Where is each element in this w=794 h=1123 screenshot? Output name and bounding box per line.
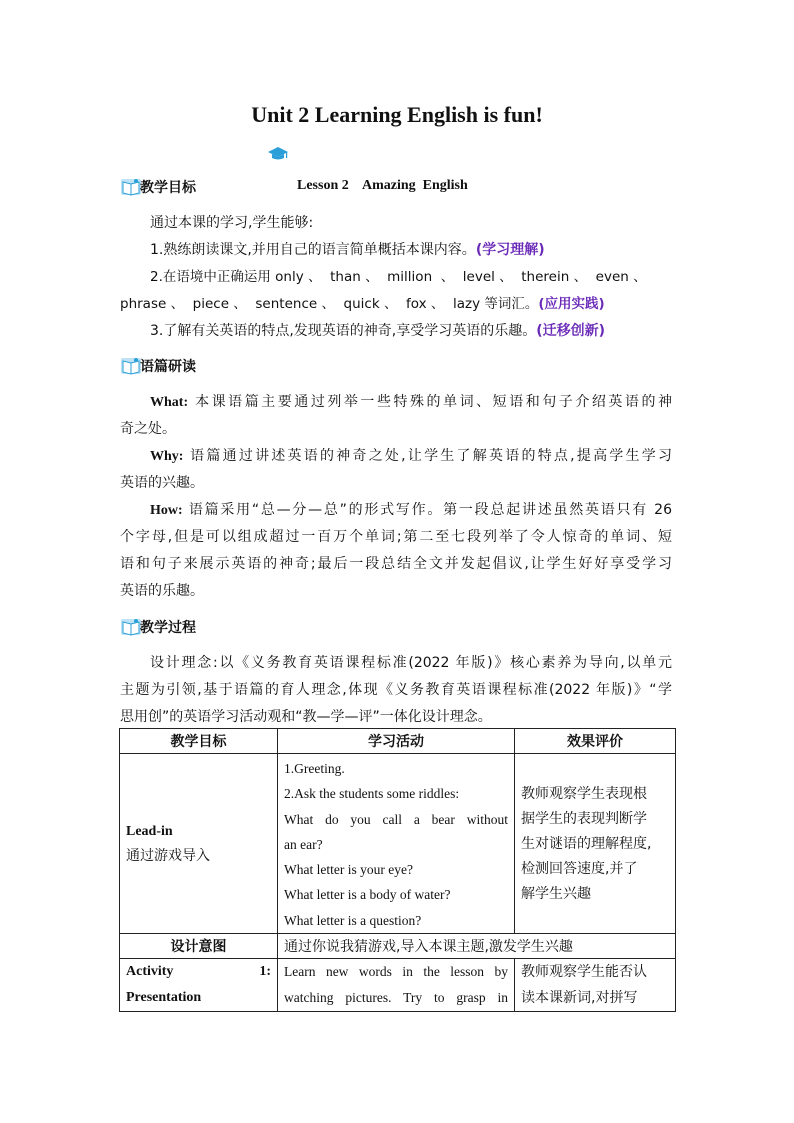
evaluation-line: 检测回答速度,并了 (521, 861, 638, 877)
goal-title-line-1 (126, 959, 271, 985)
process-intro (120, 650, 672, 731)
intent-text: 通过你说我猜游戏,导入本课主题,激发学生兴趣 (278, 934, 676, 959)
objective-3-tag: (迁移创新) (536, 323, 606, 339)
goal-cell (120, 754, 278, 934)
table-row (120, 754, 676, 934)
activity-number: 1: (259, 964, 271, 980)
analysis-how-line-2: 个字母,但是可以组成超过一百万个单词;第二至七段列举了令人惊奇的单词、短 (120, 529, 672, 545)
table-row (120, 934, 676, 959)
activity-line: What letter is a question? (284, 912, 422, 928)
objective-2-tag: (应用实践) (538, 296, 605, 312)
activity-line: What letter is your eye? (284, 862, 413, 878)
goal-cell (120, 959, 278, 1012)
process-line-3: 思用创”的英语学习活动观和“教—学—评”一体化设计理念。 (120, 709, 492, 725)
why-text-1: 语篇通过讲述英语的神奇之处,让学生了解英语的特点,提高学生学习 (190, 448, 672, 464)
section-title: 教学过程 (140, 620, 196, 636)
section-heading-objectives (120, 176, 196, 198)
analysis-what-line-1 (120, 389, 672, 416)
activity-cell (278, 754, 515, 934)
goal-title-line-2: Presentation (126, 990, 202, 1006)
lesson-subtitle (290, 146, 468, 194)
evaluation-line: 教师观察学生能否认 (521, 964, 647, 981)
evaluation-cell (515, 754, 676, 934)
objective-2-text: phrase 、 piece 、 sentence 、 quick 、 fox 、 lazy 等词汇。 (120, 296, 539, 312)
book-icon (120, 356, 142, 376)
evaluation-line: 读本课新词,对拼写 (521, 990, 638, 1007)
goal-description: 通过游戏导入 (126, 847, 210, 864)
column-header: 效果评价 (515, 729, 676, 754)
evaluation-cell (515, 959, 676, 1012)
objective-item-2-line-1: 2.在语境中正确运用 only 、 than 、 million 、 level 、 therein 、 even 、 (150, 269, 647, 285)
intent-label: 设计意图 (120, 934, 278, 959)
objective-item-3 (120, 318, 672, 345)
table-header-row (120, 729, 676, 754)
analysis-why-line-2: 英语的兴趣。 (120, 475, 204, 491)
activity-number-label: Activity (126, 964, 174, 980)
activity-line: an ear? (284, 836, 323, 852)
objective-item-2-line-2 (120, 291, 672, 318)
lesson-plan-table (119, 728, 676, 1012)
activity-line: What letter is a body of water? (284, 887, 451, 903)
activity-line: 1.Greeting. (284, 761, 345, 776)
objectives-block (120, 210, 672, 345)
graduation-cap-icon (268, 146, 288, 162)
analysis-what-line-2: 奇之处。 (120, 421, 176, 437)
objectives-intro: 通过本课的学习,学生能够: (150, 215, 314, 231)
column-header: 学习活动 (278, 729, 515, 754)
section-title: 教学目标 (140, 180, 196, 196)
objective-3-text: 3.了解有关英语的特点,发现英语的神奇,享受学习英语的乐趣。 (150, 323, 537, 339)
objective-1-tag: (学习理解) (475, 242, 545, 258)
analysis-how-line-4: 英语的乐趣。 (120, 583, 204, 599)
why-label: Why: (150, 449, 184, 464)
process-line-2: 主题为引领,基于语篇的育人理念,体现《义务教育英语课程标准(2022 年版)》“学 (120, 682, 672, 698)
activity-line: 2.Ask the students some riddles: (284, 786, 460, 802)
table-row (120, 959, 676, 1012)
section-title: 语篇研读 (140, 359, 196, 375)
analysis-how-line-1 (120, 497, 672, 524)
objective-1-text: 1.熟练朗读课文,并用自己的语言简单概括本课内容。 (150, 242, 476, 258)
analysis-why-line-1 (120, 443, 672, 470)
evaluation-line: 教师观察学生表现根 (521, 786, 647, 802)
book-icon (120, 177, 142, 197)
process-line-1: 设计理念:以《义务教育英语课程标准(2022 年版)》核心素养为导向,以单元 (150, 655, 672, 671)
activity-line: Learn new words in the lesson by (284, 964, 508, 980)
activity-cell (278, 959, 515, 1012)
what-text-1: 本课语篇主要通过列举一些特殊的单词、短语和句子介绍英语的神 (195, 394, 672, 410)
how-text-1: 语篇采用“总—分—总”的形式写作。第一段总起讲述虽然英语只有 26 (188, 502, 672, 518)
subtitle-text: Lesson 2 Amazing English (297, 178, 468, 193)
analysis-how-line-3: 语和句子来展示英语的神奇;最后一段总结全文并发起倡议,让学生好好享受学习 (120, 556, 672, 572)
evaluation-line: 生对谜语的理解程度, (521, 836, 652, 852)
page-title: Unit 2 Learning English is fun! (251, 102, 543, 127)
section-heading-analysis (120, 355, 196, 377)
section-heading-process (120, 616, 196, 638)
objective-item-1 (120, 237, 672, 264)
evaluation-line: 解学生兴趣 (521, 886, 591, 902)
column-header: 教学目标 (120, 729, 278, 754)
how-label: How: (150, 503, 183, 518)
activity-line: What do you call a bear without (284, 811, 508, 827)
analysis-block (120, 389, 672, 605)
evaluation-line: 据学生的表现判断学 (521, 811, 647, 827)
book-icon (120, 617, 142, 637)
goal-title: Lead-in (126, 823, 173, 839)
what-label: What: (150, 395, 189, 410)
activity-line: watching pictures. Try to grasp in (284, 990, 508, 1006)
